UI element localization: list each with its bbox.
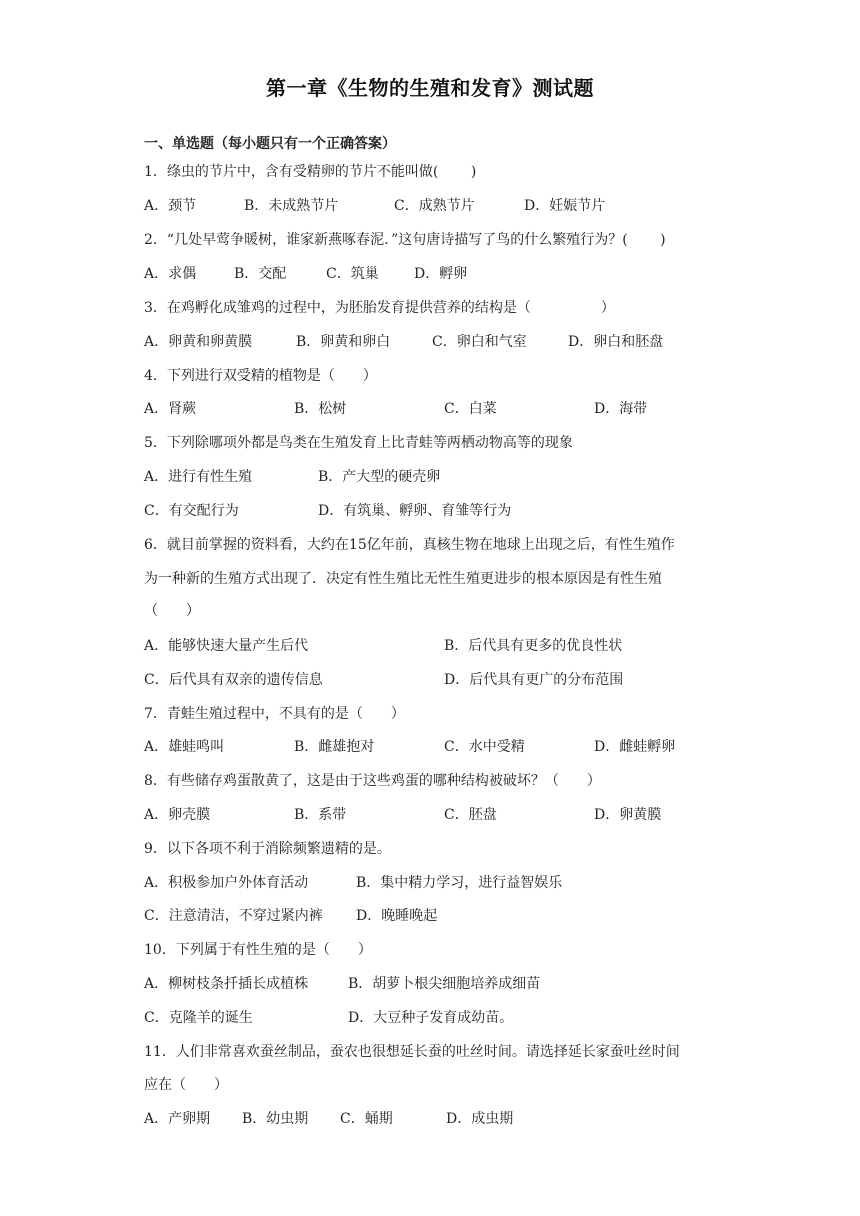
q7-option-d: D．雌蛙孵卵 [594,739,676,755]
q9-option-b: B．集中精力学习，进行益智娱乐 [356,875,563,891]
question-11-stem-line1: 11．人们非常喜欢蚕丝制品，蚕农也很想延长蚕的吐丝时间。请选择延长家蚕吐丝时间 [144,1044,680,1060]
q7-option-b: B．雌雄抱对 [294,739,375,755]
q3-option-c: C．卵白和气室 [432,334,527,350]
q11-option-c: C．蛹期 [340,1111,393,1127]
q3-option-a: A．卵黄和卵黄膜 [144,334,253,350]
q2-option-c: C．筑巢 [326,266,379,282]
question-11-stem-line2: 应在（ ） [144,1077,228,1093]
q5-option-d: D．有筑巢、孵卵、育雏等行为 [318,503,512,519]
q3-option-b: B．卵黄和卵白 [296,334,391,350]
q7-option-c: C．水中受精 [444,739,525,755]
q3-option-d: D．卵白和胚盘 [568,334,664,350]
q2-option-b: B．交配 [234,266,287,282]
q11-option-d: D．成虫期 [446,1111,514,1127]
q10-option-a: A．柳树枝条扦插长成植株 [144,976,309,992]
question-6-stem-line3: （ ） [144,603,200,619]
q10-option-b: B．胡萝卜根尖细胞培养成细苗 [348,976,541,992]
question-9-stem: 9．以下各项不利于消除频繁遗精的是。 [144,841,391,857]
question-3-stem: 3．在鸡孵化成雏鸡的过程中，为胚胎发育提供营养的结构是（ ） [144,300,615,316]
q11-option-a: A．产卵期 [144,1111,211,1127]
question-4-stem: 4．下列进行双受精的植物是（ ） [144,368,377,384]
q5-option-c: C．有交配行为 [144,503,239,519]
q6-option-a: A．能够快速大量产生后代 [144,638,309,654]
q9-option-c: C．注意清洁，不穿过紧内裤 [144,908,323,924]
page-title: 第一章《生物的生殖和发育》测试题 [266,76,594,100]
question-2-stem: 2．“几处早莺争暖树，谁家新燕啄春泥．”这句唐诗描写了鸟的什么繁殖行为？( ) [144,232,666,248]
q2-option-d: D．孵卵 [414,266,468,282]
question-7-stem: 7．青蛙生殖过程中，不具有的是（ ） [144,706,405,722]
q6-option-c: C．后代具有双亲的遗传信息 [144,672,323,688]
q8-option-b: B．系带 [294,807,347,823]
q1-option-a: A．颈节 [144,198,197,214]
q1-option-b: B．未成熟节片 [244,198,339,214]
q6-option-b: B．后代具有更多的优良性状 [444,638,623,654]
question-5-stem: 5．下列除哪项外都是鸟类在生殖发育上比青蛙等两栖动物高等的现象 [144,435,573,451]
q11-option-b: B．幼虫期 [242,1111,309,1127]
section-heading: 一、单选题（每小题只有一个正确答案） [144,136,396,152]
q4-option-d: D．海带 [594,401,648,417]
q6-option-d: D．后代具有更广的分布范围 [444,672,624,688]
question-10-stem: 10．下列属于有性生殖的是（ ） [144,942,372,958]
question-6-stem-line1: 6．就目前掌握的资料看，大约在15亿年前，真核生物在地球上出现之后，有性生殖作 [144,537,675,553]
question-1-stem: 1．绦虫的节片中，含有受精卵的节片不能叫做( ) [144,164,477,180]
q9-option-d: D．晚睡晚起 [356,908,438,924]
q1-option-c: C．成熟节片 [394,198,475,214]
q4-option-b: B．松树 [294,401,347,417]
q2-option-a: A．求偶 [144,266,197,282]
question-8-stem: 8．有些储存鸡蛋散黄了，这是由于这些鸡蛋的哪种结构被破坏？（ ） [144,773,601,789]
q10-option-c: C．克隆羊的诞生 [144,1010,253,1026]
question-6-stem-line2: 为一种新的生殖方式出现了．决定有性生殖比无性生殖更进步的根本原因是有性生殖 [144,571,662,587]
q7-option-a: A．雄蛙鸣叫 [144,739,225,755]
q9-option-a: A．积极参加户外体育活动 [144,875,309,891]
q10-option-d: D．大豆种子发育成幼苗。 [348,1010,514,1026]
q4-option-c: C．白菜 [444,401,497,417]
q8-option-d: D．卵黄膜 [594,807,662,823]
q4-option-a: A．肾蕨 [144,401,197,417]
q5-option-a: A．进行有性生殖 [144,469,253,485]
q1-option-d: D．妊娠节片 [524,198,606,214]
q8-option-c: C．胚盘 [444,807,497,823]
q5-option-b: B．产大型的硬壳卵 [318,469,441,485]
q8-option-a: A．卵壳膜 [144,807,211,823]
